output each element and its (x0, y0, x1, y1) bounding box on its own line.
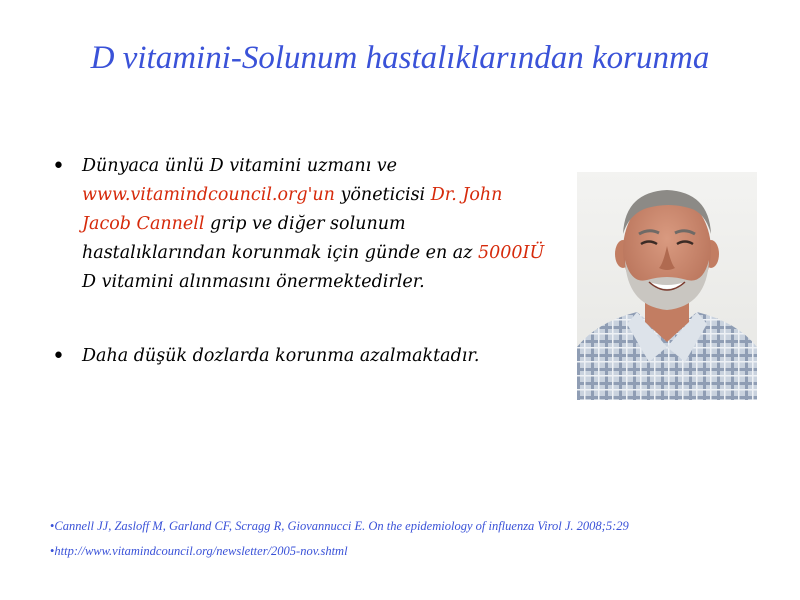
reference-url[interactable] (50, 541, 750, 561)
reference-bullet: • (50, 519, 55, 533)
bullet-list (52, 152, 552, 371)
bullet-text-part: Dünyaca ünlü D vitamini uzmanı ve (82, 156, 398, 176)
expert-name: Dr. John Jacob Cannell (82, 185, 503, 234)
reference-citation (50, 516, 750, 536)
reference-citation-text: Cannell JJ, Zasloff M, Garland CF, Scragg R, Giovannucci E. On the epidemiology of influenza Virol J. 2008;5:29 (54, 519, 629, 533)
bullet-text: Daha düşük dozlarda korunma azalmaktadır. (82, 346, 480, 366)
bullet-item-lower-dose (52, 342, 552, 371)
bullet-item-cannell (52, 152, 552, 297)
bullet-text-part: grip ve diğer solunum hastalıklarından korunmak için günde en az (82, 214, 479, 263)
bullet-text-part: yöneticisi (334, 185, 431, 205)
portrait-photo (577, 172, 757, 400)
website-link[interactable]: www.vitamindcouncil.org'un (82, 185, 335, 205)
bullet-text-part: D vitamini alınmasını önermektedirler. (82, 272, 425, 292)
bullet-dot: • (52, 154, 65, 179)
reference-bullet: • (50, 544, 55, 558)
reference-url-text[interactable]: http://www.vitamindcouncil.org/newsletter/2005-nov.shtml (54, 544, 348, 558)
dose-value: 5000IÜ (478, 243, 545, 263)
bullet-dot: • (52, 344, 65, 369)
slide-title: D vitamini-Solunum hastalıklarından korunma (90, 40, 710, 76)
references (50, 516, 750, 566)
